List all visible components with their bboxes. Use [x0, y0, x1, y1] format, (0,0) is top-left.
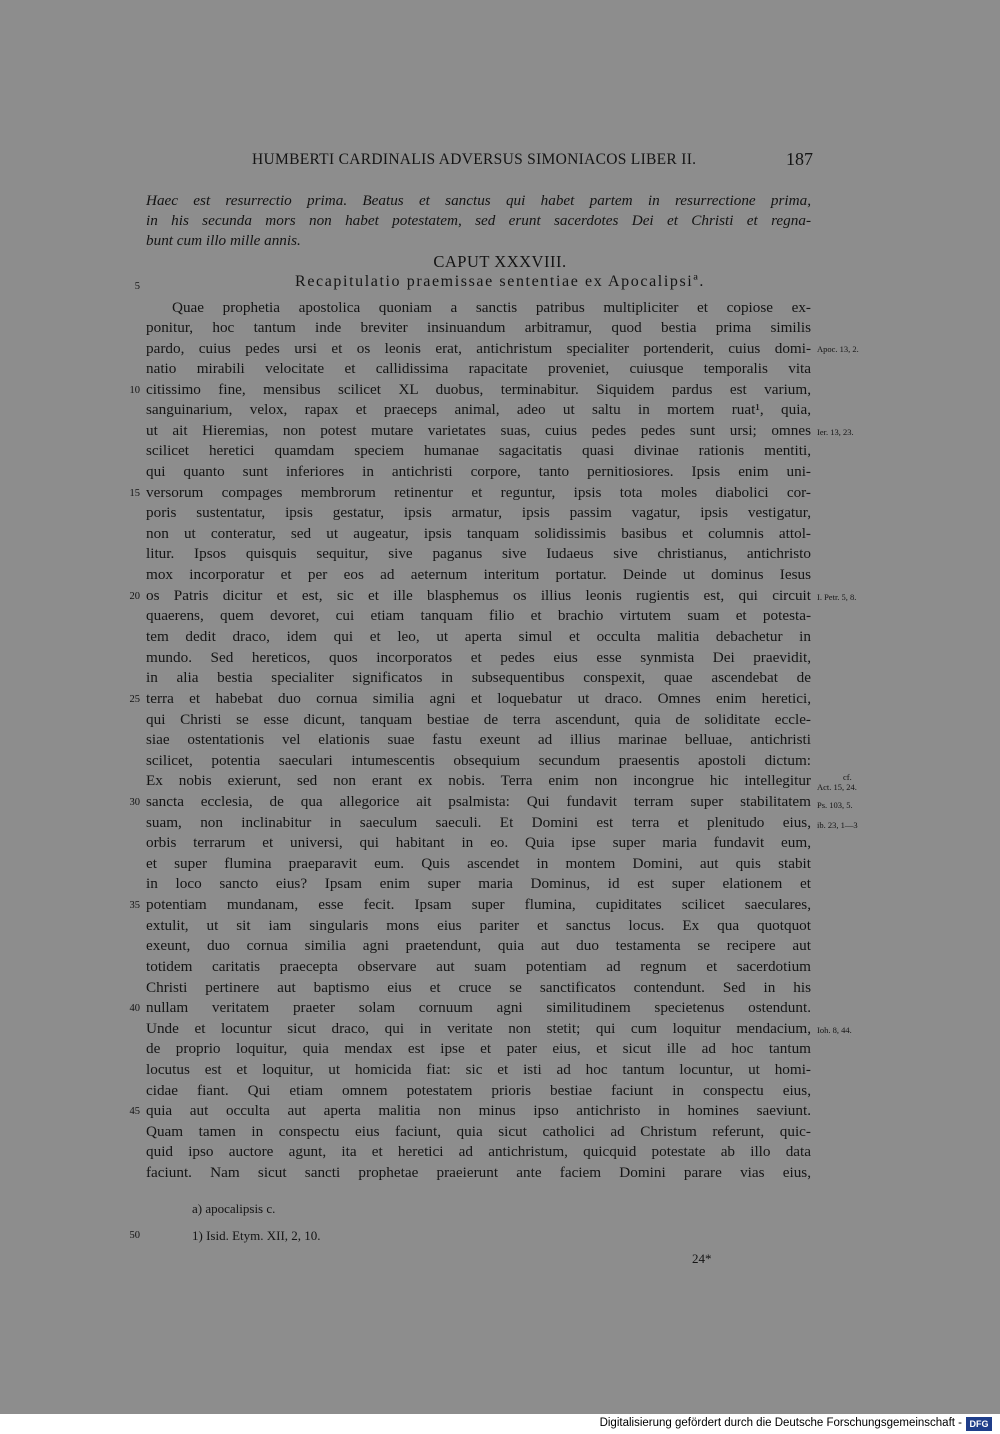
text-line: pardo, cuius pedes ursi et os leonis erat, antichristum specialiter portenderit, cuius domi- — [146, 340, 811, 357]
margin-reference: Apoc. 13, 2. — [817, 344, 859, 354]
text-line: scilicet, potentia saeculari intumescentis obsequium secundum praesentis apostoli dictum: — [146, 752, 811, 769]
text-line: suam, non inclinabitur in saeculum saeculi. Et Domini est terra et plenitudo eius, — [146, 814, 811, 831]
line-number: 40 — [129, 1003, 140, 1014]
text-line: mox incorporatur et per eos ad aeternum interitum portatur. Deinde ut dominus Iesus — [146, 566, 811, 583]
text-line: nullam veritatem praeter solam cornuum agni similitudinem specietenus ostendunt. — [146, 999, 811, 1016]
margin-reference: Ps. 103, 5. — [817, 800, 853, 810]
text-line: de proprio loquitur, quia mendax est ipse et pater eius, et sicut ille ad hoc tantum — [146, 1040, 811, 1057]
line-number: 25 — [129, 694, 140, 705]
running-title: HUMBERTI CARDINALIS ADVERSUS SIMONIACOS LIBER II. — [252, 151, 697, 168]
text-line: qui quanto sunt inferiores in antichristi corpore, tanto pernitiosiores. Ipsis enim uni- — [146, 463, 811, 480]
text-line: in loco sancto eius? Ipsam enim super maria Dominus, id est super elationem et — [146, 875, 811, 892]
line-number: 20 — [129, 591, 140, 602]
text-line: Quam tamen in conspectu eius faciunt, quia sicut catholici ad Christum referunt, quic- — [146, 1123, 811, 1140]
text-line: versorum compages membrorum retinentur et reguntur, ipsis tota moles diabolici cor- — [146, 484, 811, 501]
text-line: locutus est et loquitur, ut homicida fiat: sic et isti ad hoc tantum locuntur, ut homi- — [146, 1061, 811, 1078]
text-line: non ut conteratur, sed ut augeatur, ipsis tanquam solidissimis basibus et columnis attol- — [146, 525, 811, 542]
text-line: Quae prophetia apostolica quoniam a sanctis patribus multipliciter et copiose ex- — [172, 299, 811, 316]
text-line: ut ait Hieremias, non potest mutare varietates suas, cuius pedes pedes sunt ursi; omnes — [146, 422, 811, 439]
text-line: qui Christi se esse dicunt, tanquam bestiae de terra ascendunt, quia de soliditate eccle- — [146, 711, 811, 728]
text-line: cidae fiant. Qui etiam omnem potestatem prioris bestiae faciunt in conspectu eius, — [146, 1082, 811, 1099]
page-number: 187 — [786, 149, 813, 169]
text-line: siae ostentationis vel elationis suae fastu exeunt ad illius marinae belluae, antichristi — [146, 731, 811, 748]
footer-text: Digitalisierung gefördert durch die Deutsche Forschungsgemeinschaft - — [599, 1417, 962, 1429]
text-line: sanguinarium, velox, rapax et praeceps animal, adeo ut saltu in mortem ruat¹, quia, — [146, 401, 811, 418]
footnote: a) apocalipsis c. — [192, 1201, 276, 1216]
line-number: 30 — [129, 797, 140, 808]
margin-reference: Act. 15, 24. — [817, 782, 857, 792]
line-number: 10 — [129, 385, 140, 396]
text-line: potentiam mundanam, esse fecit. Ipsam super flumina, cupiditates scilicet saeculares, — [146, 896, 811, 913]
text-line: terra et habebat duo cornua similia agni et loquebatur ut draco. Omnes enim heretici, — [146, 690, 811, 707]
text-line: citissimo fine, mensibus scilicet XL duobus, terminabitur. Siquidem pardus est varium, — [146, 381, 811, 398]
text-line: tem dedit draco, idem qui et leo, ut aperta simul et occulta malitia debachetur in — [146, 628, 811, 645]
margin-reference: I. Petr. 5, 8. — [817, 592, 857, 602]
line-number: 15 — [129, 488, 140, 499]
text-line: ponitur, hoc tantum inde breviter insinuandum arbitramur, quod bestia prima similis — [146, 319, 811, 336]
text-line: et super flumina praeparavit eum. Quis ascendet in montem Domini, aut quis stabit — [146, 855, 811, 872]
text-line: scilicet heretici quamdam speciem humanae sagacitatis quasi divinae rationis mentiti, — [146, 442, 811, 459]
line-number: 50 — [129, 1230, 140, 1241]
chapter-title: CAPUT XXXVIII. — [433, 252, 567, 271]
text-line: extulit, ut sit iam singularis mons eius pariter et sanctus locus. Ex qua quotquot — [146, 917, 811, 934]
text-line: natio mirabili velocitate et callidissima rapacitate proveniet, cuiusque temporalis vita — [146, 360, 811, 377]
margin-reference: Ier. 13, 23. — [817, 427, 854, 437]
text-line: mundo. Sed hereticos, quos incorporatos et pedes eius esse synmista Dei praevidit, — [146, 649, 811, 666]
text-line: quia aut occulta aut aperta malitia non minus ipso antichristo in homines saeviunt. — [146, 1102, 811, 1119]
signature-mark: 24* — [692, 1251, 712, 1266]
text-line: sancta ecclesia, de qua allegorice ait psalmista: Qui fundavit terram super stabilitatem — [146, 793, 811, 810]
footer-bar — [0, 1414, 1000, 1434]
text-line: bunt cum illo mille annis. — [146, 232, 301, 249]
margin-reference: ib. 23, 1—3 — [817, 820, 858, 830]
text-line: orbis terrarum et universi, qui habitant in eo. Quia ipse super maria fundavit eum, — [146, 834, 811, 851]
text-line: exeunt, duo cornua similia agni praetendunt, quia aut duo testamenta se recipere aut — [146, 937, 811, 954]
dfg-logo-icon: DFG — [966, 1417, 992, 1431]
text-line: in his secunda mors non habet potestatem, sed erunt sacerdotes Dei et Christi et regna- — [146, 212, 811, 229]
line-number: 35 — [129, 900, 140, 911]
text-line: os Patris dicitur et est, sic et ille blasphemus os illius leonis rugientis est, qui circuit — [146, 587, 811, 604]
margin-reference: cf. — [843, 772, 852, 782]
line-number: 5 — [134, 281, 140, 292]
text-line: poris sustentatur, ipsis gestatur, ipsis armatur, ipsis passim vagatur, ipsis vestigatur, — [146, 504, 811, 521]
text-line: Ex nobis exierunt, sed non erant ex nobis. Terra enim non incongrue hic intellegitur — [146, 772, 811, 789]
footnote: 1) Isid. Etym. XII, 2, 10. — [192, 1228, 321, 1243]
text-line: faciunt. Nam sicut sancti prophetae praeierunt ante faciem Domini parare vias eius, — [146, 1164, 811, 1181]
text-line: quid ipso auctore agunt, ita et heretici ad antichristum, quicquid potestate ab illo data — [146, 1143, 811, 1160]
chapter-subtitle: Recapitulatio praemissae sententiae ex Apocalipsiª. — [295, 273, 705, 290]
text-line: Unde et locuntur sicut draco, qui in veritate non stetit; qui cum loquitur mendacium, — [146, 1020, 811, 1037]
line-number: 45 — [129, 1106, 140, 1117]
text-line: Christi pertinere aut baptismo eius et cruce se sanctificatos contendunt. Sed in his — [146, 979, 811, 996]
text-line: totidem caritatis praecepta observare aut suam potentiam ad regnum et sacerdotium — [146, 958, 811, 975]
text-line: litur. Ipsos quisquis sequitur, sive paganus sive Iudaeus sive christianus, antichristo — [146, 545, 811, 562]
text-line: in alia bestia specialiter significatos in subsequentibus conspexit, quae ascendebat de — [146, 669, 811, 686]
text-line: quaerens, quem devoret, cui etiam tanquam filio et brachio virtutem suam et potesta- — [146, 607, 811, 624]
margin-reference: Ioh. 8, 44. — [817, 1025, 852, 1035]
text-line: Haec est resurrectio prima. Beatus et sanctus qui habet partem in resurrectione prima, — [146, 192, 811, 209]
